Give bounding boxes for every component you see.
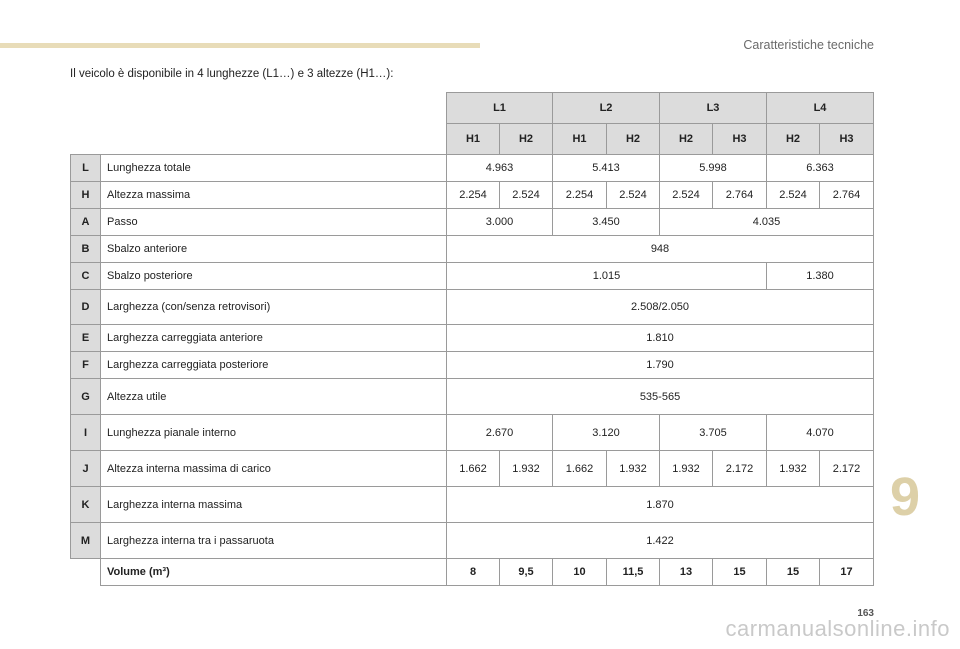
row-code: H (71, 182, 101, 209)
row-code: D (71, 290, 101, 325)
value-cell: 1.870 (447, 487, 874, 523)
watermark-text: carmanualsonline.info (725, 616, 950, 641)
value-cell: 2.172 (713, 451, 767, 487)
row-label: Larghezza interna massima (101, 487, 447, 523)
table-row (71, 352, 874, 379)
row-code: I (71, 415, 101, 451)
value-cell: 4.963 (447, 155, 553, 182)
row-label: Altezza utile (101, 379, 447, 415)
height-header: H2 (660, 124, 713, 155)
volume-value: 10 (553, 559, 607, 586)
dimensions-table (70, 92, 874, 586)
blank-cell (101, 93, 447, 124)
height-header: H2 (767, 124, 820, 155)
value-cell: 2.254 (553, 182, 607, 209)
row-label: Larghezza interna tra i passaruota (101, 523, 447, 559)
header-accent-bar (0, 43, 480, 48)
table-row (71, 325, 874, 352)
blank-cell (71, 124, 101, 155)
value-cell: 535-565 (447, 379, 874, 415)
value-cell: 1.810 (447, 325, 874, 352)
row-code: A (71, 209, 101, 236)
row-label: Sbalzo anteriore (101, 236, 447, 263)
table-header-lengths (71, 93, 874, 124)
value-cell: 4.070 (767, 415, 874, 451)
value-cell: 2.508/2.050 (447, 290, 874, 325)
value-cell: 3.120 (553, 415, 660, 451)
volume-value: 9,5 (500, 559, 553, 586)
row-label: Altezza massima (101, 182, 447, 209)
row-code: J (71, 451, 101, 487)
blank-cell (101, 124, 447, 155)
table-row (71, 263, 874, 290)
intro-text: Il veicolo è disponibile in 4 lunghezze (L1…) e 3 altezze (H1…): (70, 68, 394, 80)
blank-cell (71, 559, 101, 586)
value-cell: 2.764 (820, 182, 874, 209)
value-cell: 2.524 (500, 182, 553, 209)
value-cell: 2.670 (447, 415, 553, 451)
page-number: 163 (857, 608, 874, 619)
length-header: L4 (767, 93, 874, 124)
value-cell: 948 (447, 236, 874, 263)
table-header-heights (71, 124, 874, 155)
value-cell: 3.705 (660, 415, 767, 451)
row-label: Altezza interna massima di carico (101, 451, 447, 487)
row-label: Passo (101, 209, 447, 236)
length-header: L2 (553, 93, 660, 124)
table-row (71, 236, 874, 263)
value-cell: 1.380 (767, 263, 874, 290)
table-row (71, 415, 874, 451)
value-cell: 1.932 (767, 451, 820, 487)
row-code: F (71, 352, 101, 379)
table-row (71, 290, 874, 325)
table-row (71, 451, 874, 487)
row-label: Larghezza carreggiata anteriore (101, 325, 447, 352)
volume-value: 11,5 (607, 559, 660, 586)
value-cell: 2.254 (447, 182, 500, 209)
table-row (71, 379, 874, 415)
height-header: H3 (820, 124, 874, 155)
height-header: H2 (607, 124, 660, 155)
value-cell: 1.790 (447, 352, 874, 379)
value-cell: 5.998 (660, 155, 767, 182)
volume-label: Volume (m³) (101, 559, 447, 586)
row-label: Larghezza (con/senza retrovisori) (101, 290, 447, 325)
value-cell: 1.932 (500, 451, 553, 487)
row-label: Lunghezza pianale interno (101, 415, 447, 451)
volume-value: 17 (820, 559, 874, 586)
row-label: Lunghezza totale (101, 155, 447, 182)
row-code: L (71, 155, 101, 182)
volume-value: 13 (660, 559, 713, 586)
value-cell: 6.363 (767, 155, 874, 182)
value-cell: 1.662 (553, 451, 607, 487)
value-cell: 1.932 (660, 451, 713, 487)
table-row (71, 155, 874, 182)
chapter-number: 9 (890, 467, 921, 527)
value-cell: 4.035 (660, 209, 874, 236)
value-cell: 2.524 (767, 182, 820, 209)
value-cell: 1.015 (447, 263, 767, 290)
value-cell: 5.413 (553, 155, 660, 182)
height-header: H1 (447, 124, 500, 155)
volume-value: 15 (767, 559, 820, 586)
row-code: E (71, 325, 101, 352)
row-label: Sbalzo posteriore (101, 263, 447, 290)
row-code: C (71, 263, 101, 290)
row-label: Larghezza carreggiata posteriore (101, 352, 447, 379)
value-cell: 3.450 (553, 209, 660, 236)
value-cell: 1.422 (447, 523, 874, 559)
section-title: Caratteristiche tecniche (743, 38, 874, 52)
height-header: H2 (500, 124, 553, 155)
value-cell: 1.662 (447, 451, 500, 487)
table-row (71, 209, 874, 236)
height-header: H3 (713, 124, 767, 155)
table-row (71, 523, 874, 559)
row-code: B (71, 236, 101, 263)
value-cell: 2.524 (660, 182, 713, 209)
length-header: L1 (447, 93, 553, 124)
volume-value: 15 (713, 559, 767, 586)
row-code: G (71, 379, 101, 415)
height-header: H1 (553, 124, 607, 155)
value-cell: 2.172 (820, 451, 874, 487)
blank-cell (71, 93, 101, 124)
value-cell: 1.932 (607, 451, 660, 487)
table-row (71, 487, 874, 523)
volume-row (71, 559, 874, 586)
value-cell: 2.524 (607, 182, 660, 209)
value-cell: 2.764 (713, 182, 767, 209)
volume-value: 8 (447, 559, 500, 586)
length-header: L3 (660, 93, 767, 124)
row-code: M (71, 523, 101, 559)
value-cell: 3.000 (447, 209, 553, 236)
row-code: K (71, 487, 101, 523)
table-row (71, 182, 874, 209)
